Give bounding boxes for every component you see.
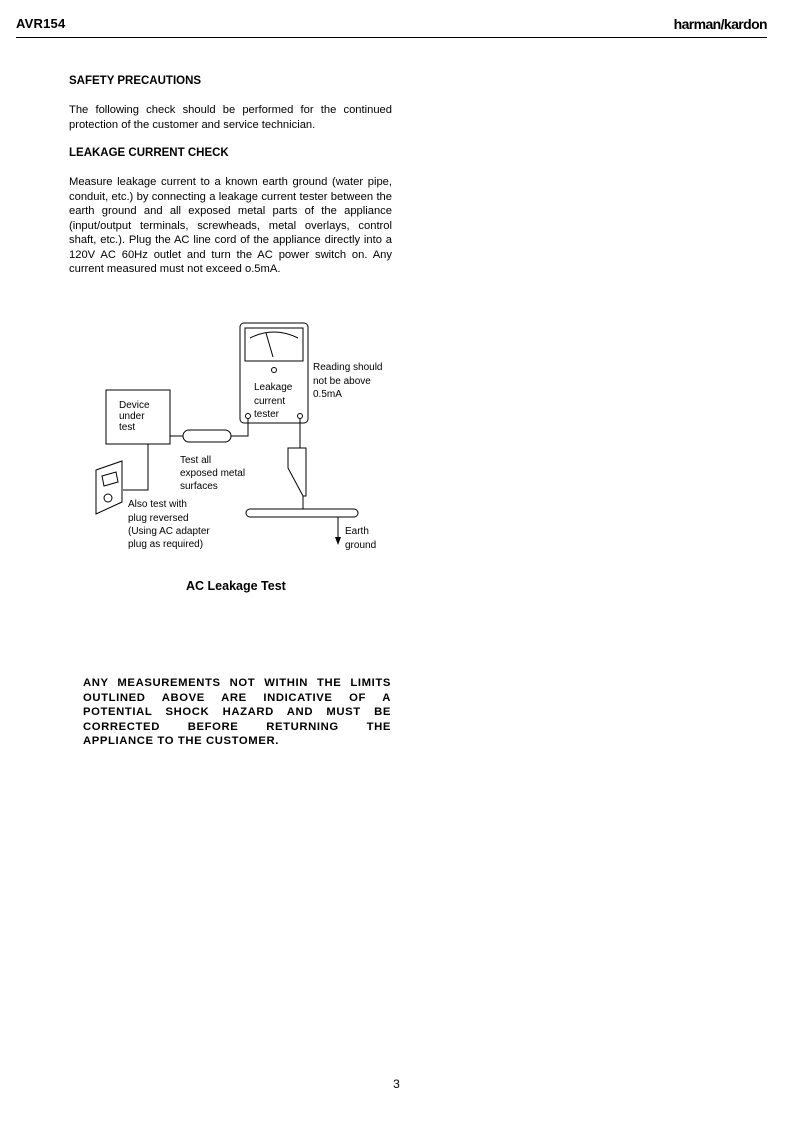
meter-knob (272, 368, 277, 373)
diagram-caption: AC Leakage Test (186, 579, 286, 593)
tester-terminal-left (246, 414, 251, 419)
ac-leakage-test-diagram (90, 318, 400, 558)
page-number: 3 (393, 1077, 400, 1091)
ground-clamp (288, 448, 306, 496)
brand-logo: harman/kardon (673, 16, 767, 32)
test-probe (183, 430, 231, 442)
plug-body (102, 472, 118, 486)
probe-wire (231, 418, 248, 436)
ground-pipe (246, 509, 358, 517)
shock-hazard-warning: ANY MEASUREMENTS NOT WITHIN THE LIMITS OUTLINED ABOVE ARE INDICATIVE OF A POTENTIAL SHOCK HAZARD AND MUST BE CORRECTED BEFORE RETURNING THE APPLIANCE TO THE CUSTOMER. (83, 677, 391, 747)
wall-outlet (96, 461, 122, 514)
test-note: Test all exposed metal surfaces (180, 455, 246, 492)
tester-terminal-right (298, 414, 303, 419)
meter-window (245, 328, 303, 361)
header-divider (16, 37, 767, 38)
safety-precautions-heading: SAFETY PRECAUTIONS (69, 75, 202, 87)
power-cord (123, 444, 148, 490)
outlet-socket (104, 494, 112, 502)
tester-label: Leakage current tester (254, 382, 293, 420)
meter-needle (266, 333, 273, 357)
reading-note: Reading should not be above 0.5mA (313, 362, 383, 400)
leakage-current-heading: LEAKAGE CURRENT CHECK (69, 147, 229, 159)
meter-scale (250, 332, 298, 338)
earth-ground-label: Earth ground (345, 526, 377, 551)
leakage-current-text: Measure leakage current to a known earth ground (water pipe, conduit, etc.) by connecting a leakage current tester between the earth ground and all exposed metal parts of the appliance (input/output terminals, screwheads, metal overlays, control shaft, etc.). Plug the AC line cord of the appliance directly into a 120V AC 60Hz outlet and turn the AC power switch on. Any current measured must not exceed o.5mA. (69, 176, 392, 275)
safety-precautions-text: The following check should be performed for the continued protection of the customer and service technician. (69, 104, 392, 131)
plug-note: Also test with plug reversed (Using AC adapter plug as required) (128, 499, 210, 550)
model-name: AVR154 (16, 16, 66, 31)
earth-arrow-head (335, 537, 341, 545)
device-label: Device under test (119, 400, 150, 433)
